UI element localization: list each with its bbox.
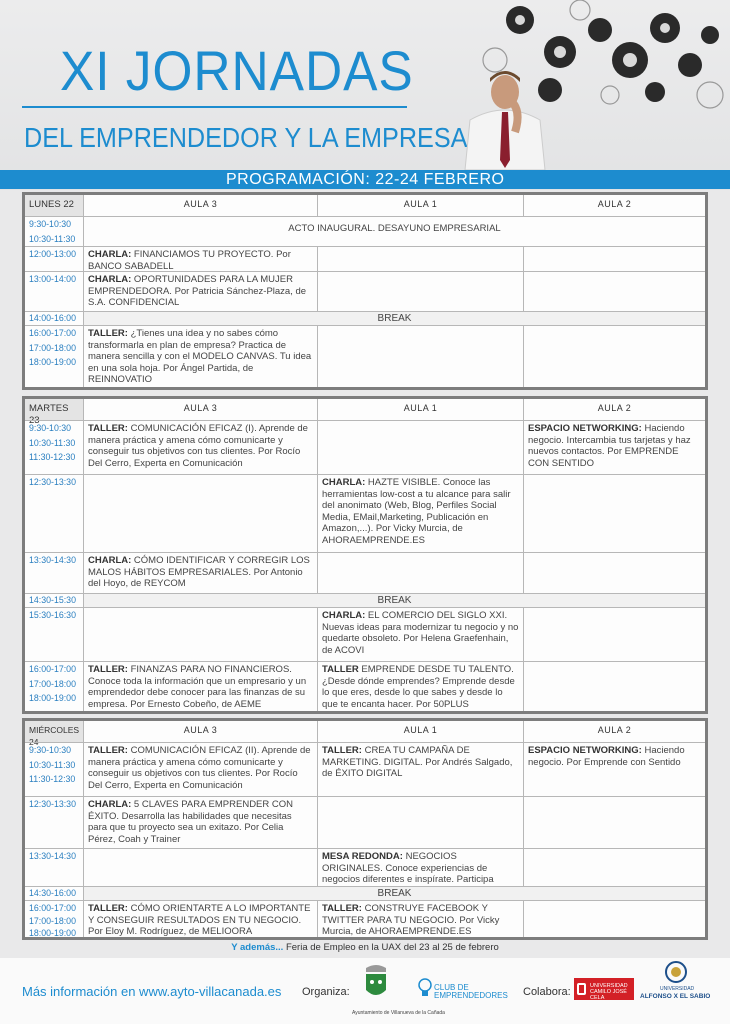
time-cell: 14:30-16:00	[29, 888, 76, 898]
schedule-row	[25, 216, 705, 246]
col-header-aula3: AULA 3	[83, 195, 317, 216]
col-header-aula3: AULA 3	[83, 399, 317, 420]
session-cell: CHARLA: 5 CLAVES PARA EMPRENDER CON ÉXITO. Desarrolla las habilidades que necesitas para que tu proyecto sea un exitazo. Por Celia Pérez, Coah y Trainer	[83, 797, 317, 848]
col-header-aula2: AULA 2	[523, 721, 705, 742]
lightbulb-icon	[418, 978, 432, 1000]
time-cell: 13:30-14:30	[29, 555, 76, 565]
time-cell: 12:00-13:00	[29, 249, 76, 259]
session-cell: ESPACIO NETWORKING: Haciendo negocio. Intercambia tus tarjetas y haz nuevos contactos. Por EMPRENDE CON SENTIDO	[523, 421, 705, 474]
uax-label: ALFONSO X EL SABIO	[640, 993, 711, 1000]
time-cell: 14:00-16:00	[29, 313, 76, 323]
more-info-link[interactable]: Más información en www.ayto-villacanada.es	[22, 984, 282, 999]
schedule-row	[25, 246, 705, 271]
session-cell: TALLER: CÓMO ORIENTARTE A LO IMPORTANTE Y CONSEGUIR RESULTADOS EN TU NEGOCIO. Por Eloy M. Rodríguez, de MELIOORA	[83, 901, 317, 937]
session-cell: TALLER: CREA TU CAMPAÑA DE MARKETING. DIGITAL. Por Andrés Salgado, de ÉXITO DIGITAL	[317, 743, 523, 796]
time-cell: 13:00-14:00	[29, 274, 76, 284]
ayuntamiento-crest-icon	[358, 964, 394, 1004]
title-rule	[22, 106, 407, 108]
colabora-label: Colabora:	[523, 986, 571, 998]
col-header-aula2: AULA 2	[523, 399, 705, 420]
schedule-row	[25, 742, 705, 796]
ucjc-label: UNIVERSIDAD CAMILO JOSÉ CELA	[590, 983, 628, 1001]
poster-header	[0, 0, 730, 190]
break-row	[25, 593, 705, 607]
session-cell: CHARLA: CÓMO IDENTIFICAR Y CORREGIR LOS MALOS HÁBITOS EMPRESARIALES. Por Antonio del Hoyo, de REYCOM	[83, 553, 317, 593]
span-cell: ACTO INAUGURAL. DESAYUNO EMPRESARIAL	[83, 217, 705, 246]
time-cell: 12:30-13:30	[29, 799, 76, 809]
session-cell: CHARLA: FINANCIAMOS TU PROYECTO. Por BANCO SABADELL	[83, 247, 317, 271]
time-cell: 15:30-16:30	[29, 610, 76, 620]
session-cell: MESA REDONDA: NEGOCIOS ORIGINALES. Conoce experiencias de negocios diferentes e inspírate. Participa	[317, 849, 523, 886]
schedule-row	[25, 271, 705, 311]
schedule-row	[25, 900, 705, 937]
poster-subtitle: DEL EMPRENDEDOR Y LA EMPRESA	[24, 122, 468, 153]
time-cell: 16:00-17:00 17:00-18:00 18:00-19:00	[29, 664, 76, 703]
schedule-row	[25, 552, 705, 593]
ucjc-mark-icon	[577, 983, 586, 995]
schedule-row	[25, 796, 705, 848]
time-cell: 9:30-10:30 10:30-11:30 11:30-12:30	[29, 745, 76, 784]
time-cell: 9:30-10:30 10:30-11:30	[29, 219, 76, 244]
col-header-aula1: AULA 1	[317, 721, 523, 742]
club-emprendedores-logo: CLUB DE EMPRENDEDORES	[434, 983, 508, 1000]
day-table-martes	[22, 396, 708, 714]
time-cell: 14:30-15:30	[29, 595, 76, 605]
break-cell: BREAK	[83, 887, 705, 900]
uax-label-top: UNIVERSIDAD	[660, 986, 695, 992]
session-cell: TALLER: COMUNICACIÓN EFICAZ (II). Aprende de manera práctica y amena cómo comunicarte y conseguir us objetivos con tus clientes. Por Rocío Del Cerro, Experta en Comunicación	[83, 743, 317, 796]
schedule-row	[25, 607, 705, 661]
session-cell: ESPACIO NETWORKING: Haciendo negocio. Por Emprende con Sentido	[523, 743, 705, 796]
day-label: LUNES 22	[25, 195, 83, 216]
poster-title: XI JORNADAS	[60, 39, 414, 102]
ucjc-logo	[574, 978, 634, 1000]
day-table-lunes	[22, 192, 708, 390]
day-label: MARTES 23	[25, 399, 83, 420]
day-label: MIÉRCOLES 24	[25, 721, 83, 742]
break-row	[25, 886, 705, 900]
uax-crest-icon	[664, 960, 688, 984]
session-cell: CHARLA: OPORTUNIDADES PARA LA MUJER EMPRENDEDORA. Por Patricia Sánchez-Plaza, de S.A. CONFIDENCIAL	[83, 272, 317, 311]
time-cell: 13:30-14:30	[29, 851, 76, 861]
break-cell: BREAK	[83, 594, 705, 607]
ayuntamiento-label: Ayuntamiento de Villanueva de la Cañada	[352, 1010, 445, 1016]
extra-note: Y además... Feria de Empleo en la UAX del 23 al 25 de febrero	[231, 942, 499, 953]
time-cell: 9:30-10:30 10:30-11:30 11:30-12:30	[29, 423, 76, 462]
schedule-row	[25, 661, 705, 711]
schedule-row	[25, 474, 705, 552]
footer	[0, 958, 730, 1024]
col-header-aula3: AULA 3	[83, 721, 317, 742]
time-cell: 16:00-17:00 17:00-18:00 18:00-19:00	[29, 903, 76, 938]
session-cell: CHARLA: HAZTE VISIBLE. Conoce las herramientas low-cost a tu alcance para salir del anonimato (Web, Blog, Perfiles Social Media, EMail,Marketing, Publicación en Amazon,...). Por Vicky Murcia, de AHORAEMPRENDE.ES	[317, 475, 523, 552]
break-row	[25, 311, 705, 325]
session-cell: CHARLA: EL COMERCIO DEL SIGLO XXI. Nuevas ideas para modernizar tu negocio y no quedarte obsoleto. Por Helena Graefenhain, de ACOVI	[317, 608, 523, 661]
col-header-aula1: AULA 1	[317, 195, 523, 216]
break-cell: BREAK	[83, 312, 705, 325]
programacion-text: PROGRAMACIÓN: 22-24 FEBRERO	[226, 171, 505, 188]
session-cell: TALLER: COMUNICACIÓN EFICAZ (I). Aprende de manera práctica y amena cómo comunicarte y conseguir tus objetivos con tus clientes. Por Rocío Del Cerro, Experta en Comunicación	[83, 421, 317, 474]
time-cell: 12:30-13:30	[29, 477, 76, 487]
col-header-aula1: AULA 1	[317, 399, 523, 420]
organiza-label: Organiza:	[302, 986, 350, 998]
session-cell: TALLER: CONSTRUYE FACEBOOK Y TWITTER PARA TU NEGOCIO. Por Vicky Murcia, de AHORAEMPRENDE.ES	[317, 901, 523, 937]
schedule-row	[25, 325, 705, 387]
day-header-row	[25, 195, 705, 216]
session-cell: TALLER: FINANZAS PARA NO FINANCIEROS. Conoce toda la información que un empresario y un emprendedor debe conocer para las finanzas de su empresa. Por Ernesto Cobeño, de AEME	[83, 662, 317, 711]
session-cell: TALLER: ¿Tienes una idea y no sabes cómo transformarla en plan de empresa? Practica de manera sencilla y con el MODELO CANVAS. Tu idea en una sola hoja. Por Ángel Partida, de REINNOVATIO	[83, 326, 317, 387]
col-header-aula2: AULA 2	[523, 195, 705, 216]
day-table-miercoles	[22, 718, 708, 940]
businessman-gears-illustration	[460, 0, 730, 170]
day-header-row	[25, 399, 705, 426]
day-header-row	[25, 721, 705, 747]
schedule-row	[25, 848, 705, 886]
schedule-row	[25, 420, 705, 474]
time-cell: 16:00-17:00 17:00-18:00 18:00-19:00	[29, 328, 76, 367]
session-cell: TALLER EMPRENDE DESDE TU TALENTO. ¿Desde dónde emprendes? Emprende desde lo que eres, desde lo que sabes y desde lo que te encanta hacer. Por 50PLUS	[317, 662, 523, 711]
